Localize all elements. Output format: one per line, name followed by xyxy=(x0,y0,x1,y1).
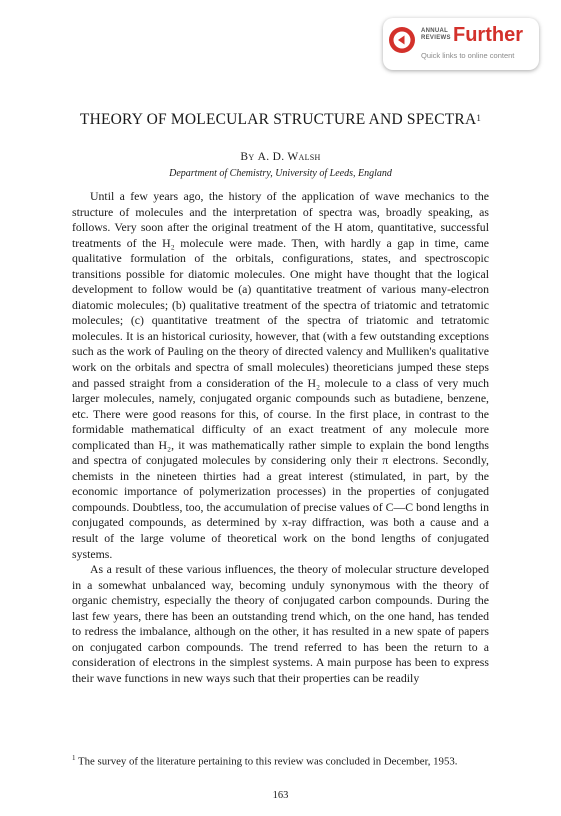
body-paragraph-1: Until a few years ago, the history of the application of wave mechanics to the structure of molecules and the interpretation of spectra was, broadly speaking, as follows. Very soon after the original treatment of the H atom, quantitative, successful treatments of the H₂ molecule were made. Then, with hardly a gap in time, came qualitative formulation of the orbitals, configurations, states, and spectroscopic transitions possible for diatomic molecules. One might have thought that the logical development to follow would be (a) quantitative treatment of various many-electron diatomic molecules; (b) qualitative treatment of the spectra of triatomic and tetratomic molecules; (c) quantitative treatment of the spectra of triatomic and tetratomic molecules. It is an historical curiosity, however, that (with a few outstanding exceptions such as the work of Pauling on the theory of directed valency and Mulliken's qualitative work on the orbitals and spectra of small molecules) theoreticians jumped these steps and passed straight from a consideration of the H₂ molecule to a class of very much larger molecules, namely, conjugated organic compounds such as butadiene, benzene, etc. There were good reasons for this, of course. In the first place, in contrast to the formidable mathematical difficulty of an exact treatment of any molecule more complicated than H₂, it was mathematically rather simple to explain the bond lengths and spectra of conjugated molecules by considering only their π electrons. Secondly, chemists in the nineteen thirties had a great interest (stimulated, in part, by the economic importance of polymerization processes) in the properties of conjugated compounds. Doubtless, too, the accumulation of precise values of C—C bond lengths in conjugated compounds, as determined by x-ray diffraction, was both a cause and a result of the large volume of theoretical work on the bond lengths of conjugated systems. xyxy=(72,189,489,561)
author-affiliation: Department of Chemistry, University of Leeds, England xyxy=(169,168,392,179)
badge-subtext: Quick links to online content xyxy=(421,51,515,60)
author-name: A. D. Walsh xyxy=(257,151,321,163)
page-number: 163 xyxy=(272,790,289,801)
article-body xyxy=(72,189,489,687)
article-title-text: THEORY OF MOLECULAR STRUCTURE AND SPECTRA xyxy=(79,111,477,128)
author-line xyxy=(0,151,561,163)
badge-headline: Further xyxy=(453,24,523,46)
footnote-text: The survey of the literature pertaining to this review was concluded in December, 1953. xyxy=(78,755,458,768)
body-paragraph-2: As a result of these various influences, the theory of molecular structure developed in a somewhat unbalanced way, becoming unduly synonymous with the theory of organic chemistry, especially the theory of conjugated carbon compounds. During the last few years, there has been an outstanding trend which, on the one hand, has tended to redress the imbalance, although on the other, it has resulted in a new spate of papers on conjugated carbon compounds. The trend referred to has been the return to a consideration of electrons in the simplest systems. A main purpose has been to express their wave functions in new ways such that their properties can be readily xyxy=(72,562,489,685)
footnote-marker: 1 xyxy=(72,754,76,762)
arrow-left-icon xyxy=(389,27,415,53)
article-title xyxy=(60,111,501,128)
further-links-badge[interactable] xyxy=(383,18,539,70)
title-footnote-marker: 1 xyxy=(476,113,482,123)
badge-publisher: ANNUAL REVIEWS xyxy=(421,28,451,41)
footnote xyxy=(72,751,489,769)
author-prefix: By xyxy=(240,151,255,163)
